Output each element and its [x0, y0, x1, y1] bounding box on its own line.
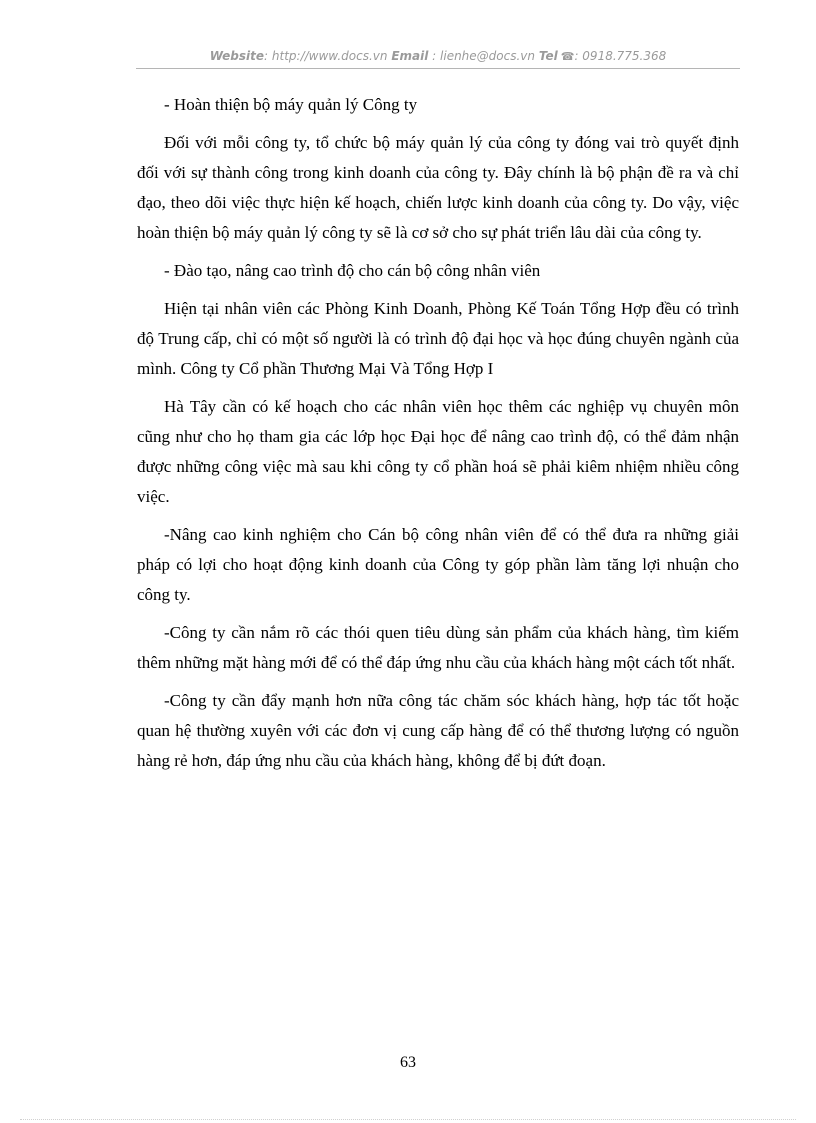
website-label: Website — [209, 49, 265, 63]
paragraph: Hiện tại nhân viên các Phòng Kinh Doanh, Phòng Kế Toán Tổng Hợp đều có trình độ Trung cấp, chỉ có một số người là có trình độ đại học và học đúng chuyên ngành của mình. Công ty Cổ phần Thương Mại Và Tổng Hợp I — [137, 299, 739, 378]
website-value[interactable]: : http://www.docs.vn — [264, 49, 388, 63]
paragraph: Hà Tây cần có kế hoạch cho các nhân viên học thêm các nghiệp vụ chuyên môn cũng như cho họ tham gia các lớp học Đại học để nâng cao trình độ, có thể đảm nhận được những công việc mà sau khi công ty cổ phần hoá sẽ phải kiêm nhiệm nhiều công việc. — [137, 397, 739, 506]
document-body — [137, 90, 739, 784]
phone-icon: ☎ — [560, 50, 575, 63]
email-value[interactable]: : lienhe@docs.vn — [432, 49, 536, 63]
heading-management: - Hoàn thiện bộ máy quản lý Công ty — [164, 95, 418, 114]
bottom-divider — [20, 1119, 796, 1120]
page-number: 63 — [400, 1054, 416, 1071]
email-label: Email — [391, 49, 429, 63]
tel-label: Tel — [538, 49, 558, 63]
page-header — [136, 46, 740, 69]
paragraph: -Nâng cao kinh nghiệm cho Cán bộ công nhân viên để có thể đưa ra những giải pháp có lợi cho hoạt động kinh doanh của Công ty góp phần làm tăng lợi nhuận cho công ty. — [137, 525, 739, 604]
heading-training: - Đào tạo, nâng cao trình độ cho cán bộ công nhân viên — [164, 261, 541, 280]
paragraph: Đối với mỗi công ty, tổ chức bộ máy quản lý của công ty đóng vai trò quyết định đối với sự thành công trong kinh doanh của công ty. Đây chính là bộ phận đề ra và chỉ đạo, theo dõi việc thực hiện kế hoạch, chiến lược kinh doanh của công ty. Do vậy, việc hoàn thiện bộ máy quản lý công ty sẽ là cơ sở cho sự phát triển lâu dài của công ty. — [137, 133, 739, 242]
paragraph: -Công ty cần đẩy mạnh hơn nữa công tác chăm sóc khách hàng, hợp tác tốt hoặc quan hệ thường xuyên với các đơn vị cung cấp hàng để có thể thương lượng có nguồn hàng rẻ hơn, đáp ứng nhu cầu của khách hàng, không để bị đứt đoạn. — [137, 691, 739, 770]
paragraph: -Công ty cần nắm rõ các thói quen tiêu dùng sản phẩm của khách hàng, tìm kiếm thêm những mặt hàng mới để có thể đáp ứng nhu cầu của khách hàng một cách tốt nhất. — [137, 623, 739, 672]
tel-value: : 0918.775.368 — [574, 49, 667, 63]
